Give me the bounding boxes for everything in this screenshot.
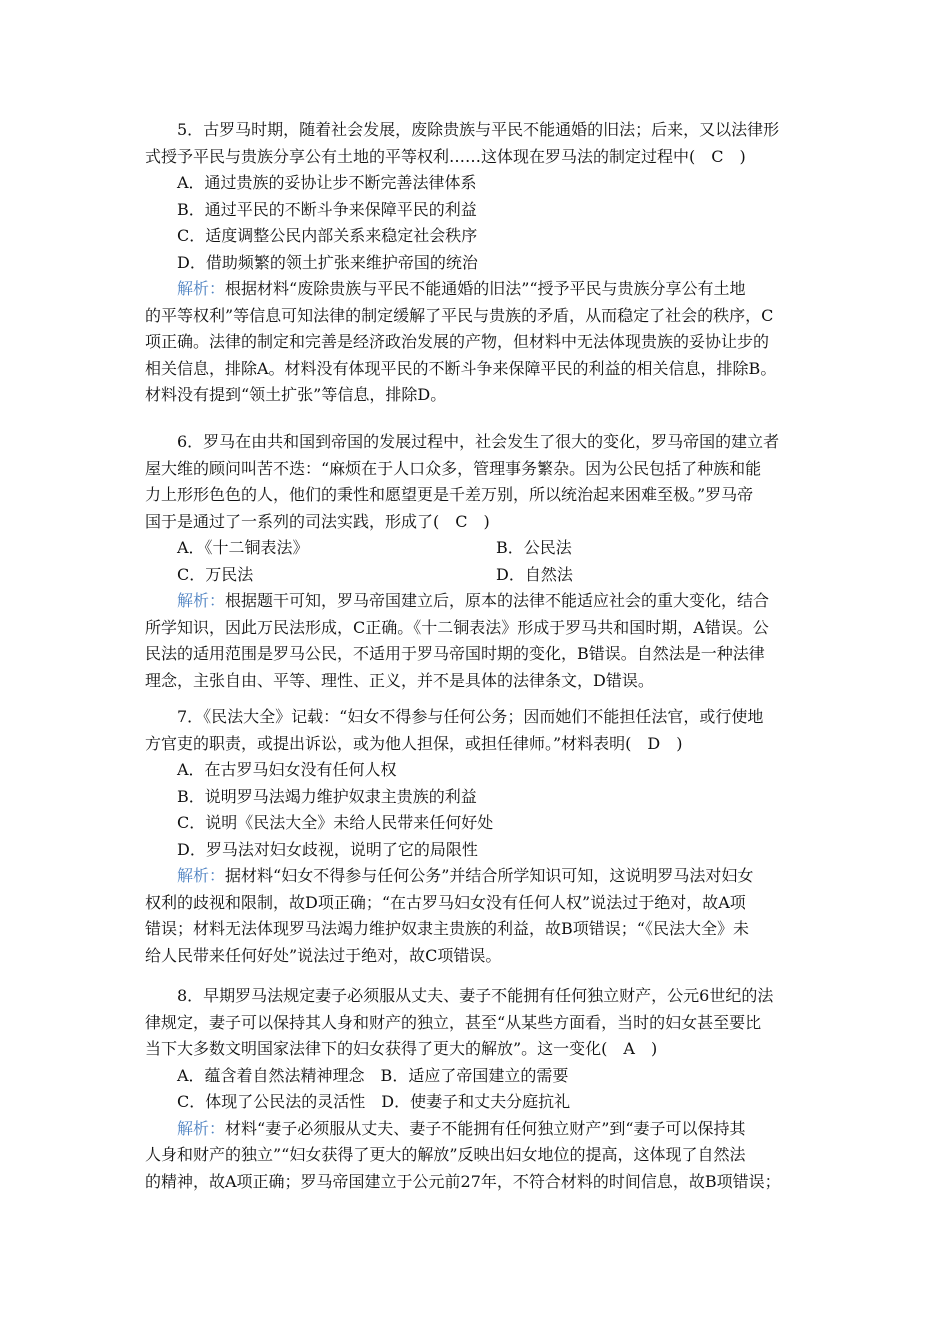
q7-option-b: B．说明罗马法竭力维护奴隶主贵族的利益 [177, 786, 477, 806]
q6-stem-line: 6．罗马在由共和国到帝国的发展过程中，社会发生了很大的变化，罗马帝国的建立者 [177, 432, 780, 451]
q8-analysis-line: 人身和财产的独立”“妇女获得了更大的解放”反映出妇女地位的提高，这体现了自然法 [145, 1145, 746, 1164]
q5-option-c: C．适度调整公民内部关系来稳定社会秩序 [177, 226, 478, 245]
q7-analysis-line: 权利的歧视和限制，故D项正确；“在古罗马妇女没有任何人权”说法过于绝对，故A项 [145, 892, 746, 912]
q8-stem-line: 当下大多数文明国家法律下的妇女获得了更大的解放”。这一变化( A ) [145, 1039, 658, 1058]
q7-analysis-line: 错误；材料无法体现罗马法竭力维护奴隶主贵族的利益，故B项错误；“《民法大全》未 [145, 919, 749, 938]
q8-options-row: A．蕴含着自然法精神理念 B．适应了帝国建立的需要 [177, 1065, 569, 1085]
q8-analysis-text: 材料“妻子必须服从丈夫、妻子不能拥有任何独立财产”到“妻子可以保持其 [225, 1118, 746, 1138]
q6-analysis-line [145, 588, 815, 615]
q5-analysis-line: 的平等权利”等信息可知法律的制定缓解了平民与贵族的矛盾，从而稳定了社会的秩序，C [145, 305, 774, 325]
q5-option-b: B．通过平民的不断斗争来保障平民的利益 [177, 199, 477, 219]
q5-analysis-line: 项正确。法律的制定和完善是经济政治发展的产物，但材料中无法体现贵族的妥协让步的 [145, 332, 770, 351]
question-8 [145, 983, 815, 1195]
q6-stem-line: 力上形形色色的人，他们的秉性和愿望更是千差万别，所以统治起来困难至极。”罗马帝 [145, 485, 754, 504]
q5-stem-line: 式授予平民与贵族分享公有土地的平等权利……这体现在罗马法的制定过程中( C ) [145, 146, 746, 166]
analysis-label: 解析： [177, 279, 226, 298]
q6-analysis-text: 根据题干可知，罗马帝国建立后，原本的法律不能适应社会的重大变化，结合 [225, 591, 770, 610]
q6-option-b: B．公民法 [496, 538, 572, 557]
q7-analysis-text: 据材料“妇女不得参与任何公务”并结合所学知识可知，这说明罗马法对妇女 [225, 866, 754, 885]
q6-analysis-line: 所学知识，因此万民法形成，C正确。《十二铜表法》形成于罗马共和国时期，A错误。公 [145, 617, 769, 637]
q8-options-row: C．体现了公民法的灵活性 D．使妻子和丈夫分庭抗礼 [177, 1092, 571, 1111]
q5-analysis-text: 根据材料“废除贵族与平民不能通婚的旧法”“授予平民与贵族分享公有土地 [225, 279, 746, 298]
q6-stem-line: 屋大维的顾问叫苦不迭：“麻烦在于人口众多，管理事务繁杂。因为公民包括了种族和能 [145, 458, 762, 478]
q8-analysis-line: 的精神，故A项正确；罗马帝国建立于公元前27年，不符合材料的时间信息，故B项错误； [145, 1171, 781, 1191]
q5-analysis-line: 相关信息，排除A。材料没有体现平民的不断斗争来保障平民的利益的相关信息，排除B。 [145, 358, 777, 378]
q7-option-c: C．说明《民法大全》未给人民带来任何好处 [177, 813, 494, 832]
q7-analysis-line: 给人民带来任何好处”说法过于绝对，故C项错误。 [145, 945, 502, 965]
analysis-label: 解析： [177, 1118, 226, 1138]
q6-option-c: C．万民法 [177, 564, 254, 584]
q8-stem-line: 8．早期罗马法规定妻子必须服从丈夫、妻子不能拥有任何独立财产，公元6世纪的法 [177, 986, 774, 1005]
q7-option-a: A．在古罗马妇女没有任何人权 [177, 760, 397, 779]
q5-option-a: A．通过贵族的妥协让步不断完善法律体系 [177, 173, 477, 192]
question-6 [145, 429, 815, 694]
q6-option-d: D．自然法 [496, 564, 573, 584]
question-7 [145, 704, 815, 969]
q5-analysis-line: 材料没有提到“领土扩张”等信息，排除D。 [145, 385, 447, 404]
q8-analysis-line [145, 1116, 815, 1143]
q6-analysis-line: 民法的适用范围是罗马公民，不适用于罗马帝国时期的变化，B错误。自然法是一种法律 [145, 644, 765, 663]
q6-stem-line: 国于是通过了一系列的司法实践，形成了( C ) [145, 511, 490, 531]
q8-stem-line: 律规定，妻子可以保持其人身和财产的独立，甚至“从某些方面看，当时的妇女甚至要比 [145, 1012, 762, 1032]
q7-stem-line: 方官吏的职责，或提出诉讼，或为他人担保，或担任律师。”材料表明( D ) [145, 733, 683, 753]
q5-option-d: D．借助频繁的领土扩张来维护帝国的统治 [177, 252, 478, 272]
analysis-label: 解析： [177, 866, 226, 885]
q7-analysis-line [145, 863, 815, 890]
question-5 [145, 117, 815, 409]
q6-options-row [145, 535, 815, 562]
analysis-label: 解析： [177, 591, 226, 610]
q5-stem-line: 5．古罗马时期，随着社会发展，废除贵族与平民不能通婚的旧法；后来，又以法律形 [177, 120, 780, 139]
q5-analysis-line [145, 276, 815, 303]
q7-stem-line: 7．《民法大全》记载：“妇女不得参与任何公务；因而她们不能担任法官，或行使地 [177, 707, 764, 726]
q7-option-d: D．罗马法对妇女歧视，说明了它的局限性 [177, 839, 478, 859]
q6-option-a: A．《十二铜表法》 [177, 538, 309, 557]
q6-analysis-line: 理念，主张自由、平等、理性、正义，并不是具体的法律条文，D错误。 [145, 670, 654, 690]
q6-options-row [145, 562, 815, 589]
